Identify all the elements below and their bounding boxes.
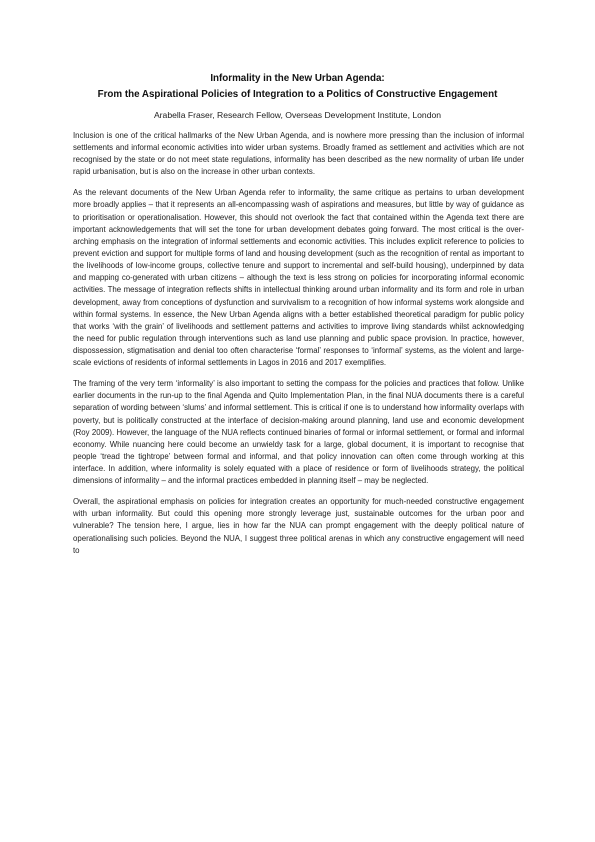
paragraph-1: Inclusion is one of the critical hallmarks of the New Urban Agenda, and is nowhere more pressing than the inclusion of informal settlements and informal economic activities into wider urban systems. Broadly framed as settlement and activities which are not recognised by the state or do not meet state regulations, informality has been described as the new normality of urban life under rapid urbanisation, but is also on the increase in other urban contexts. bbox=[73, 131, 524, 177]
author-line: Arabella Fraser, Research Fellow, Overseas Development Institute, London bbox=[153, 110, 442, 120]
paragraph-3: The framing of the very term ‘informality’ is also important to setting the compass for the policies and practices that follow. Unlike earlier documents in the run-up to the final Agenda and Quito Implementation Plan, in the final NUA documents there is a careful separation of wording between ‘slums’ and informal settlement. This is critical if one is to understand how informality overlaps with poverty, but is politically constructed at the interface of decision-making around planning, land use and economic development (Roy 2009). However, the language of the NUA reflects continued binaries of formal or informal settlement, or formal and informal economy. While nuancing here could become an unwieldy task for a large, global document, it is important to recognise that people ‘tread the tightrope’ between formal and informal, and that policy innovation can often come through working at this interface. In addition, where informality is solely equated with a place of residence or form of livelihoods strategy, the political dimensions of informality – and the informal practices embedded in planning itself – may be neglected. bbox=[73, 379, 524, 486]
body-text bbox=[73, 130, 524, 566]
document-title bbox=[60, 71, 535, 103]
paragraph-4: Overall, the aspirational emphasis on policies for integration creates an opportunity for much-needed constructive engagement with urban informality. But could this opening more strongly leverage just, sustainable outcomes for the urban poor and vulnerable? The tension here, I argue, lies in how far the NUA can prompt engagement with the deeply political nature of operationalising such policies. Beyond the NUA, I suggest three political arenas in which any constructive engagement will need to bbox=[73, 497, 524, 555]
title-line-1: Informality in the New Urban Agenda: bbox=[210, 73, 385, 84]
paragraph-2: As the relevant documents of the New Urban Agenda refer to informality, the same critique as pertains to urban development more broadly applies – that it represents an all-encompassing wash of aspirations and measures, but little by way of guidance as to prioritisation or operationalisation. However, this should not overlook the fact that contained within the Agenda text there are important acknowledgements that will set the tone for urban development debates going forward. The most critical is the over-arching emphasis on the integration of informal settlements and economic activities. This includes explicit reference to policies to prevent eviction and support for multiple forms of land and housing development (such as the recognition of rental as important to the livelihoods of low-income groups, collective tenure and support to incremental and self-build housing), underpinned by data and mapping co-generated with urban citizens – although the text is less strong on policies for incorporating informal economic activities. The message of integration reflects shifts in intellectual thinking around urban informality and its form and role in urban development, away from conceptions of dysfunction and survivalism to a recognition of how informal systems work alongside and within formal systems. In essence, the New Urban Agenda aligns with a better established theoretical paradigm for public policy that works ‘with the grain’ of livelihoods and settlement patterns and activities to improve living standards whilst acknowledging the need for public regulation through interventions such as land use planning and public space provision. In practice, however, dispossession, stigmatisation and denial too often characterise ‘formal’ responses to ‘informal’ systems, as the violent and large-scale evictions of residents of informal settlements in Lagos in 2016 and 2017 exemplifies. bbox=[73, 188, 524, 368]
title-line-2: From the Aspirational Policies of Integration to a Politics of Constructive Engagement bbox=[97, 89, 498, 100]
